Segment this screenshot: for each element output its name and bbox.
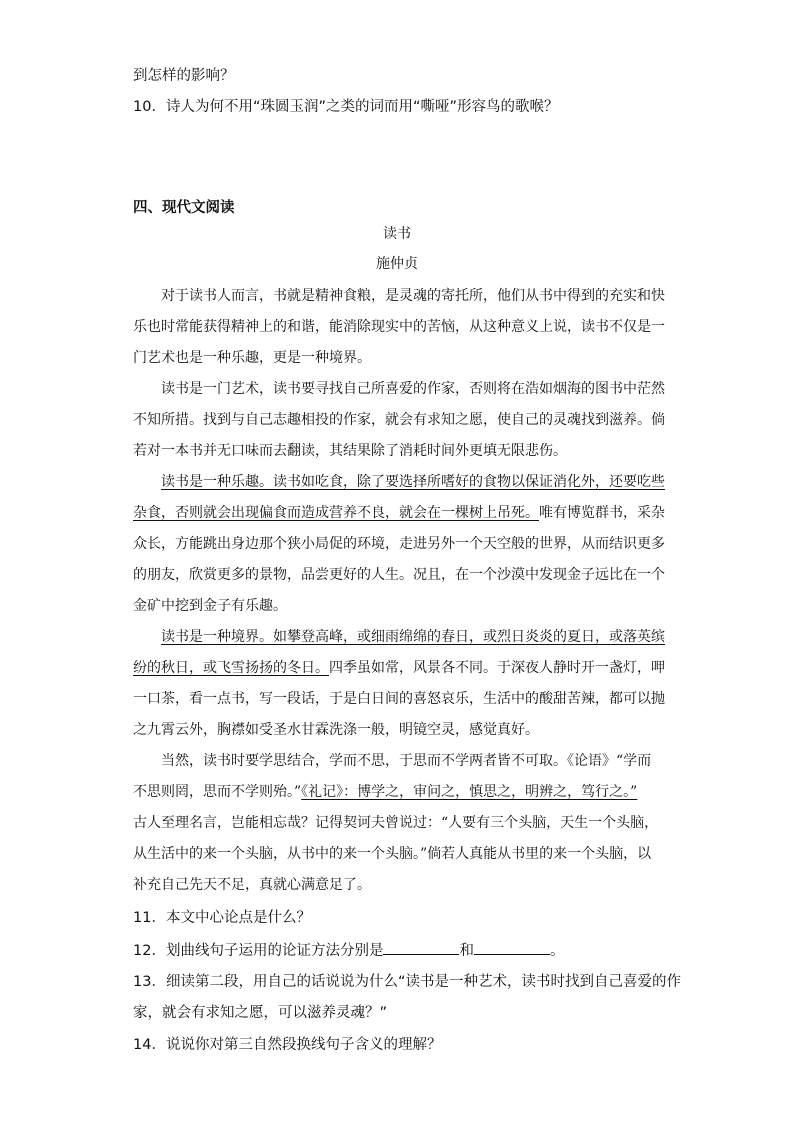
paragraph-5-line: 从生活中的来一个头脑，从书中的来一个头脑。”倘若人真能从书里的来一个头脑，以 — [133, 846, 652, 862]
paragraph-4-line — [133, 658, 663, 678]
paragraph-3-line: 金矿中挖到金子有乐趣。 — [133, 598, 287, 614]
question-13-line-1: 13．细读第二段，用自己的话说说为什么“读书是一种艺术，读书时找到自己喜爱的作 — [133, 974, 681, 990]
question-11: 11．本文中心论点是什么？ — [133, 910, 311, 926]
question-10: 10．诗人为何不用“珠圆玉润”之类的词而用“嘶哑”形容鸟的歌喉？ — [133, 99, 559, 115]
paragraph-4-text: 四季虽如常，风景各不同。于深夜人静时开一盏灯，呷 — [329, 660, 665, 676]
paragraph-2-line: 读书是一门艺术，读书要寻找自己所喜爱的作家，否则将在浩如烟海的图书中茫然 — [161, 381, 665, 397]
paragraph-5-line — [133, 782, 663, 802]
paragraph-2-line: 不知所措。找到与自己志趣相投的作家，就会有求知之愿，使自己的灵魂找到滋养。倘 — [133, 412, 665, 428]
paragraph-1-line: 门艺术也是一种乐趣，更是一种境界。 — [133, 350, 371, 366]
question-12-end: 。 — [549, 943, 565, 959]
paragraph-4-underlined-text: 纷的秋日，或飞雪扬扬的冬日。 — [133, 660, 329, 676]
paragraph-3-line: 众长，方能跳出身边那个狭小局促的环境，走进另外一个天空般的世界，从而结识更多 — [133, 536, 665, 552]
question-9-continuation: 到怎样的影响？ — [133, 68, 235, 84]
paragraph-4-line: 之九霄云外，胸襟如受圣水甘霖洗涤一般，明镜空灵，感觉真好。 — [133, 722, 539, 738]
paragraph-5-line: 古人至理名言，岂能相忘哉？记得契诃夫曾说过：“人要有三个头脑，天生一个头脑， — [133, 815, 659, 831]
question-12-text: 12．划曲线句子运用的论证方法分别是 — [133, 943, 384, 959]
paragraph-1-line: 乐也时常能获得精神上的和谐，能消除现实中的苦恼，从这种意义上说，读书不仅是一 — [133, 319, 665, 335]
paragraph-3-text: 唯有博览群书，采杂 — [539, 505, 665, 521]
paragraph-3-underlined-text: 杂食，否则就会出现偏食而造成营养不良，就会在一棵树上吊死。 — [133, 505, 539, 521]
article-title: 读书 — [383, 226, 411, 242]
question-14: 14．说说你对第三自然段换线句子含义的理解？ — [133, 1037, 442, 1053]
paragraph-5-text: 不思则罔，思而不学则殆。” — [133, 784, 302, 800]
question-13-line-2: 家，就会有求知之愿，可以滋养灵魂？” — [133, 1005, 388, 1021]
article-author: 施仲贞 — [376, 256, 418, 272]
paragraph-3-line: 的朋友，欣赏更多的景物，品尝更好的人生。况且，在一个沙漠中发现金子远比在一个 — [133, 567, 665, 583]
paragraph-3-underlined-line: 读书是一种乐趣。读书如吃食，除了要选择所嗜好的食物以保证消化外，还要吃些 — [161, 474, 665, 490]
answer-blank-1[interactable] — [383, 940, 459, 955]
paragraph-1-line: 对于读书人而言，书就是精神食粮，是灵魂的寄托所，他们从书中得到的充实和快 — [161, 288, 665, 304]
paragraph-4-underlined-line: 读书是一种境界。如攀登高峰，或细雨绵绵的春日，或烈日炎炎的夏日，或落英缤 — [161, 629, 665, 645]
paragraph-5-line: 补充自己先天不足，真就心满意足了。 — [133, 877, 371, 893]
paragraph-4-line: 一口茶，看一点书，写一段话，于是白日间的喜怒哀乐，生活中的酸甜苦辣，都可以抛 — [133, 691, 665, 707]
question-12 — [133, 940, 564, 961]
paragraph-2-line: 若对一本书并无口味而去翻读，其结果除了消耗时间外更填无限悲伤。 — [133, 443, 567, 459]
section-heading: 四、现代文阅读 — [133, 200, 235, 216]
answer-blank-2[interactable] — [474, 940, 550, 955]
paragraph-3-line — [133, 503, 663, 523]
paragraph-5-underlined-text: 《礼记》：博学之，审问之，慎思之，明辨之，笃行之。” — [301, 784, 638, 800]
question-12-and: 和 — [459, 943, 474, 959]
paragraph-5-line: 当然，读书时要学思结合，学而不思，于思而不学两者皆不可取。《论语》“学而 — [161, 753, 652, 769]
